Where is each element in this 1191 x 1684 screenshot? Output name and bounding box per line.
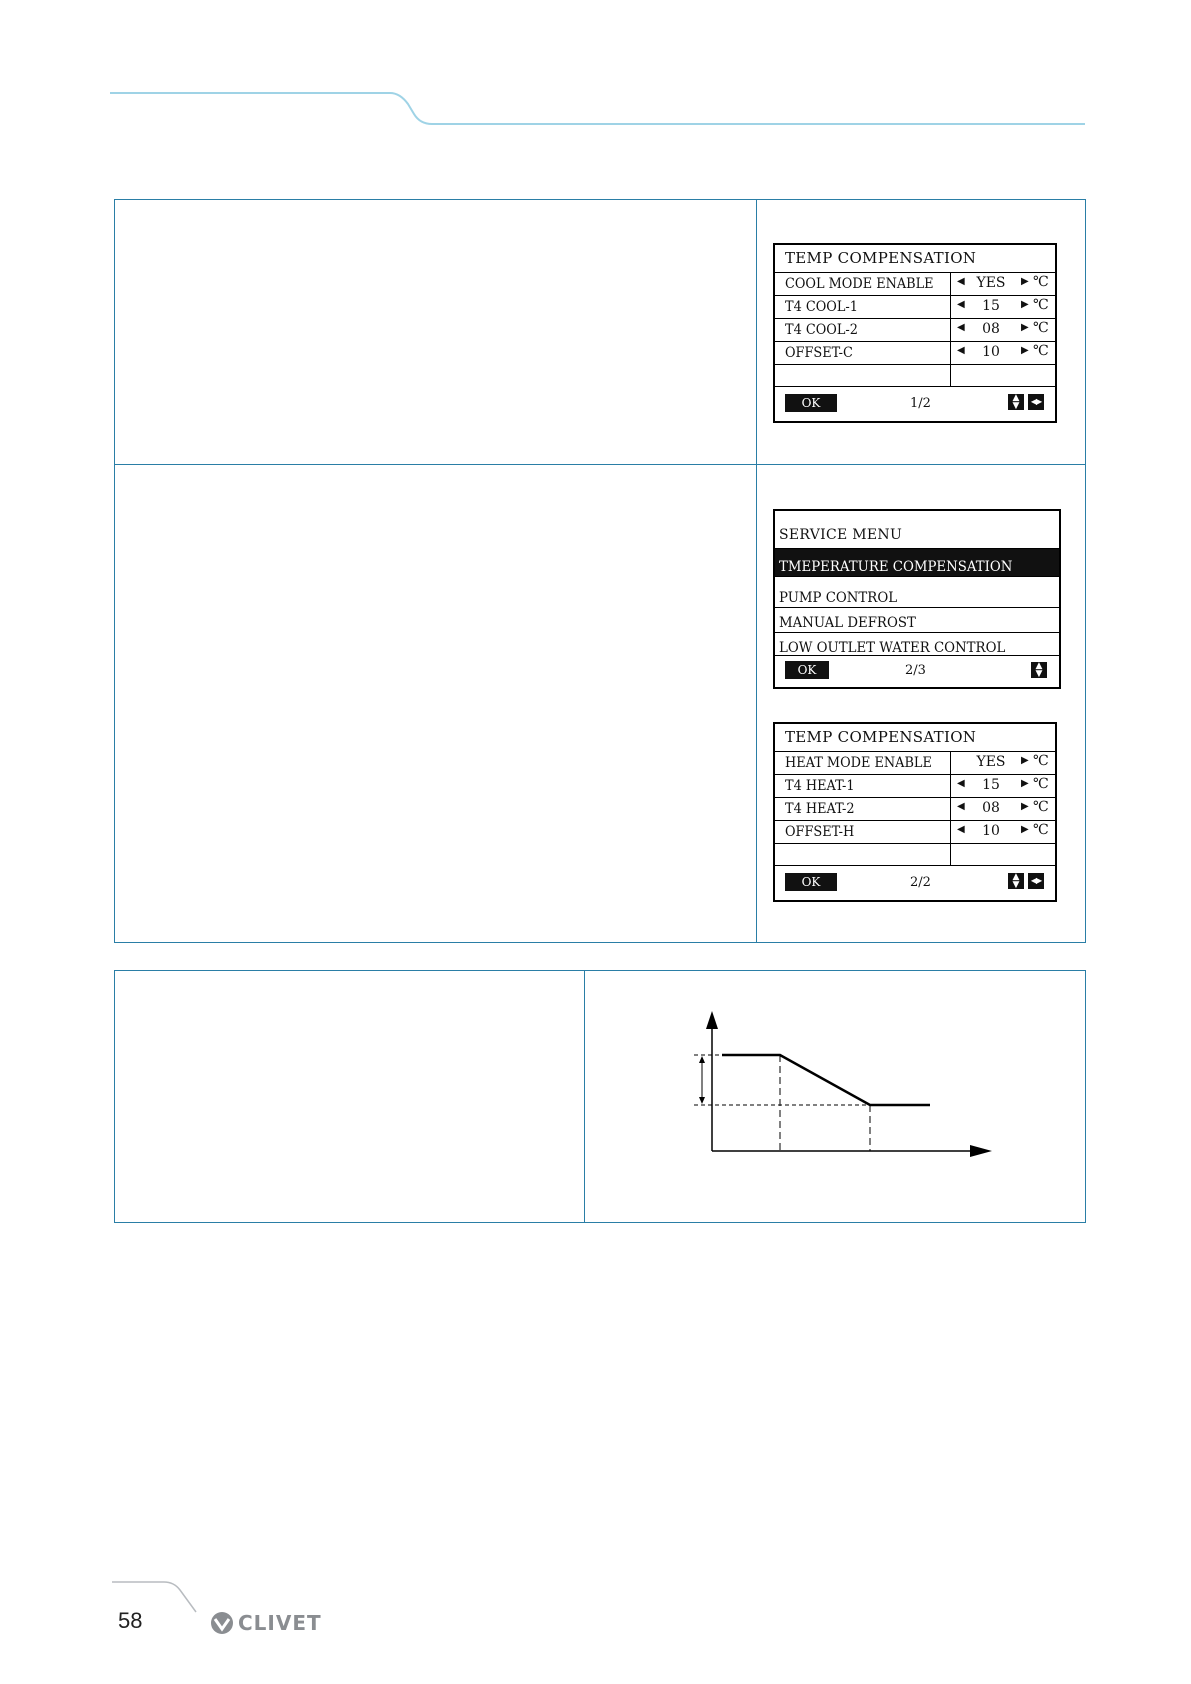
setting-row[interactable] [775, 751, 1055, 774]
setting-row[interactable] [775, 341, 1055, 364]
ok-button[interactable]: OK [785, 661, 829, 679]
left-triangle-icon[interactable]: ◀ [957, 344, 965, 356]
up-down-icon[interactable]: ▲ ▼ [1008, 873, 1024, 889]
left-right-icon[interactable]: ◀▶ [1028, 394, 1044, 410]
value-cell[interactable] [950, 774, 1055, 798]
temp-compensation-cool-panel [773, 243, 1057, 423]
panel-title: TEMP COMPENSATION [785, 728, 977, 746]
compensation-curve-diagram [690, 1005, 1000, 1170]
unit-label: ℃ [1033, 319, 1049, 336]
setting-label: OFFSET-C [785, 345, 853, 361]
table-column-divider [756, 200, 757, 942]
setting-label: T4 COOL-1 [785, 299, 858, 315]
value-cell[interactable] [950, 272, 1055, 296]
setting-value: 10 [982, 822, 1000, 839]
setting-row[interactable] [775, 820, 1055, 843]
setting-value: 08 [982, 799, 1000, 816]
right-triangle-icon[interactable]: ▶ [1021, 298, 1029, 310]
temp-compensation-heat-panel [773, 722, 1057, 902]
page-indicator: 1/2 [910, 396, 931, 411]
table-column-divider [584, 971, 585, 1222]
menu-item-label: MANUAL DEFROST [779, 615, 916, 631]
x-axis [712, 1145, 992, 1157]
y-axis [706, 1011, 718, 1151]
empty-value-cell [950, 364, 1055, 388]
panel-footer [775, 865, 1055, 900]
unit-label: ℃ [1033, 296, 1049, 313]
menu-item-label: LOW OUTLET WATER CONTROL [779, 640, 1006, 656]
menu-item-label: PUMP CONTROL [779, 590, 898, 606]
unit-label: ℃ [1033, 775, 1049, 792]
page-indicator: 2/2 [910, 875, 931, 890]
left-triangle-icon[interactable]: ◀ [957, 321, 965, 333]
right-triangle-icon[interactable]: ▶ [1021, 754, 1029, 766]
setting-value: 15 [982, 776, 1000, 793]
service-menu-panel [773, 509, 1061, 689]
ok-button[interactable]: OK [785, 873, 837, 891]
value-cell[interactable] [950, 341, 1055, 365]
setting-label: T4 COOL-2 [785, 322, 858, 338]
setting-value: 15 [982, 297, 1000, 314]
value-cell[interactable] [950, 797, 1055, 821]
setting-label: T4 HEAT-2 [785, 801, 855, 817]
ok-button[interactable]: OK [785, 394, 837, 412]
compensation-curve [722, 1055, 930, 1105]
clivet-logo-icon [210, 1611, 234, 1635]
setting-label: OFFSET-H [785, 824, 855, 840]
right-triangle-icon[interactable]: ▶ [1021, 800, 1029, 812]
menu-footer [775, 655, 1059, 687]
setting-row[interactable] [775, 797, 1055, 820]
setting-value: YES [976, 274, 1006, 291]
empty-row [775, 843, 1055, 866]
left-triangle-icon[interactable]: ◀ [957, 823, 965, 835]
unit-label: ℃ [1033, 798, 1049, 815]
menu-title: SERVICE MENU [779, 527, 903, 543]
empty-value-cell [950, 843, 1055, 867]
right-triangle-icon[interactable]: ▶ [1021, 344, 1029, 356]
setting-label: T4 HEAT-1 [785, 778, 855, 794]
setting-value: 08 [982, 320, 1000, 337]
panel-title: TEMP COMPENSATION [785, 249, 977, 267]
right-triangle-icon[interactable]: ▶ [1021, 823, 1029, 835]
empty-row [775, 364, 1055, 387]
setting-row[interactable] [775, 318, 1055, 341]
up-down-icon[interactable]: ▲ ▼ [1031, 662, 1047, 678]
value-cell[interactable] [950, 751, 1055, 775]
unit-label: ℃ [1033, 273, 1049, 290]
unit-label: ℃ [1033, 752, 1049, 769]
setting-label: COOL MODE ENABLE [785, 276, 934, 292]
reference-lines [694, 1055, 870, 1151]
value-cell[interactable] [950, 820, 1055, 844]
left-right-icon[interactable]: ◀▶ [1028, 873, 1044, 889]
setting-row[interactable] [775, 295, 1055, 318]
menu-item-temperature-compensation[interactable] [775, 548, 1059, 577]
up-down-icon[interactable]: ▲ ▼ [1008, 394, 1024, 410]
right-triangle-icon[interactable]: ▶ [1021, 275, 1029, 287]
page-number: 58 [118, 1608, 143, 1633]
left-triangle-icon[interactable]: ◀ [957, 800, 965, 812]
brand-logo [210, 1610, 322, 1636]
offset-dimension-arrow [699, 1056, 705, 1104]
setting-row[interactable] [775, 272, 1055, 295]
setting-value: YES [976, 753, 1006, 770]
value-cell[interactable] [950, 318, 1055, 342]
unit-label: ℃ [1033, 821, 1049, 838]
setting-label: HEAT MODE ENABLE [785, 755, 932, 771]
setting-value: 10 [982, 343, 1000, 360]
menu-item-manual-defrost[interactable] [775, 607, 1059, 633]
value-cell[interactable] [950, 295, 1055, 319]
unit-label: ℃ [1033, 342, 1049, 359]
right-triangle-icon[interactable]: ▶ [1021, 777, 1029, 789]
table-row-divider [115, 464, 1085, 465]
right-triangle-icon[interactable]: ▶ [1021, 321, 1029, 333]
left-triangle-icon[interactable]: ◀ [957, 275, 965, 287]
header-decoration [0, 0, 1191, 130]
panel-footer [775, 386, 1055, 421]
page-indicator: 2/3 [905, 663, 926, 678]
menu-item-label: TMEPERATURE COMPENSATION [779, 559, 1013, 575]
left-triangle-icon[interactable]: ◀ [957, 777, 965, 789]
brand-name: CLIVET [238, 1611, 322, 1635]
menu-item-pump-control[interactable] [775, 576, 1059, 608]
setting-row[interactable] [775, 774, 1055, 797]
left-triangle-icon[interactable]: ◀ [957, 298, 965, 310]
